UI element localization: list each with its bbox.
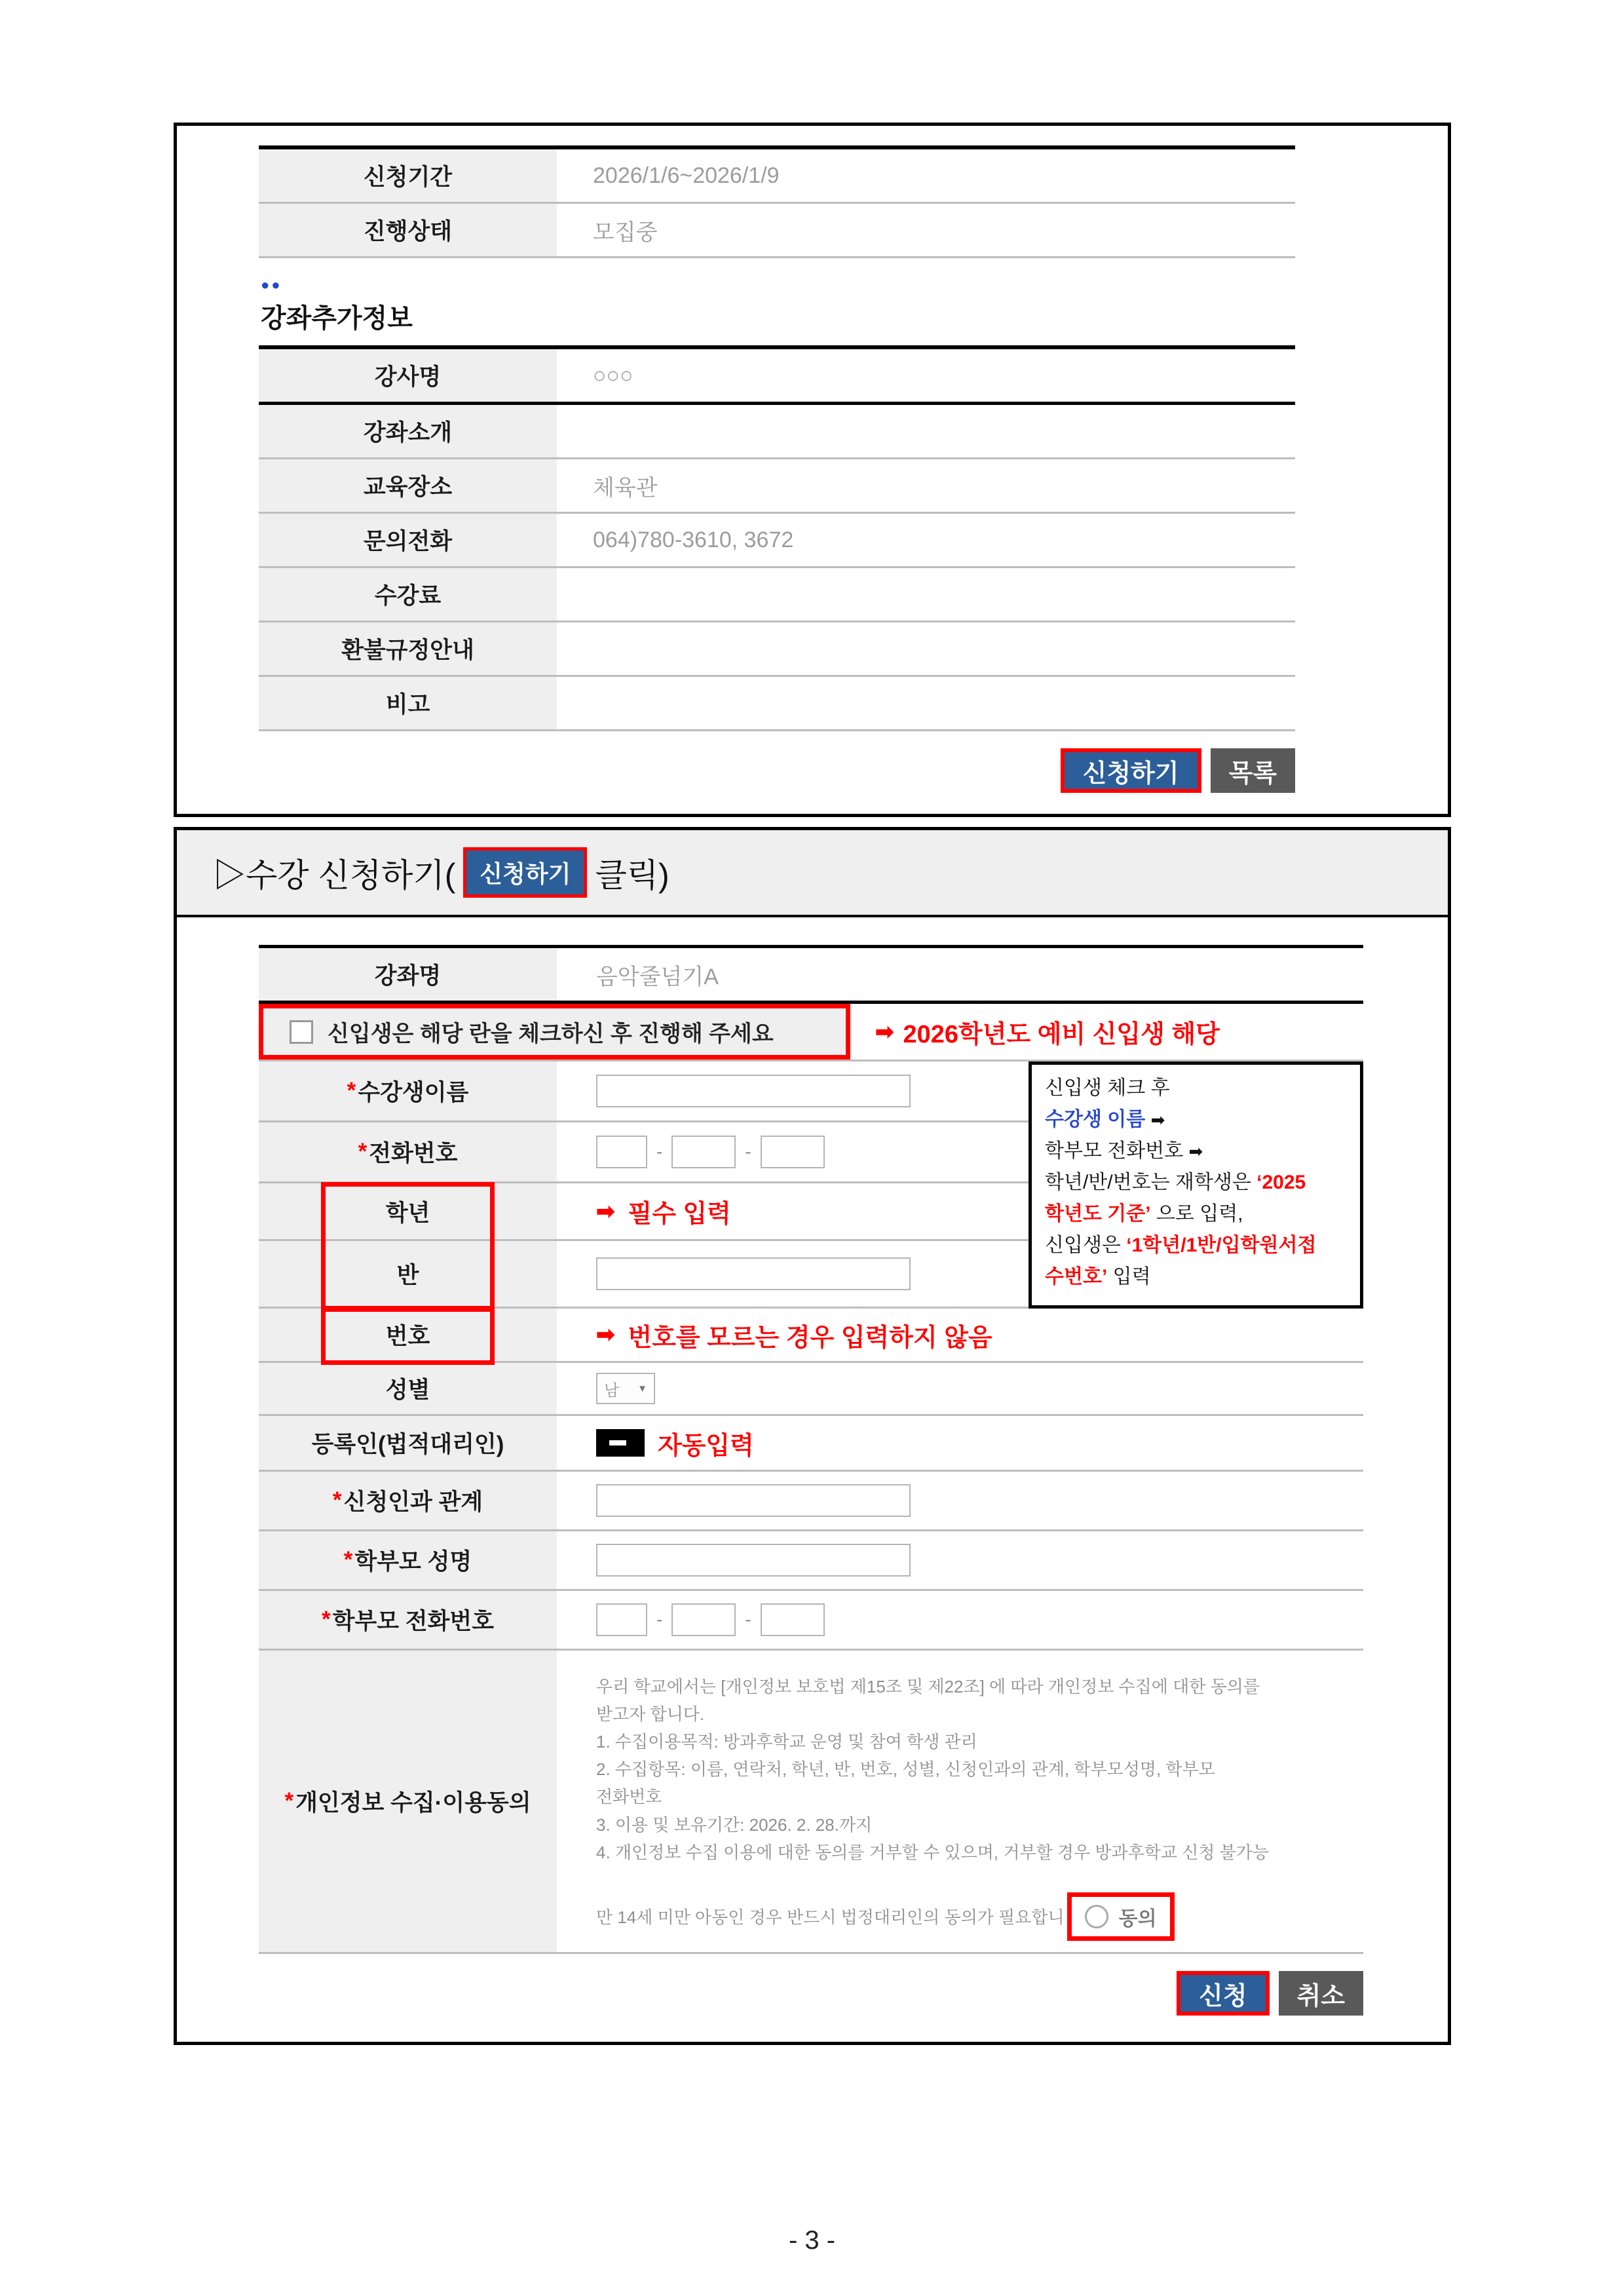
table-row xyxy=(259,459,1295,514)
row-value: 2026/1/6~2026/1/9 xyxy=(557,149,1295,202)
required-mark: * xyxy=(343,1547,353,1573)
row-value: 모집중 xyxy=(557,204,1295,256)
bullet-dots-icon: ●● xyxy=(261,277,282,293)
course-detail-panel xyxy=(174,123,1451,817)
page-number: - 3 - xyxy=(788,2226,836,2255)
privacy-consent-row xyxy=(259,1651,1363,1954)
note-text: 학년/반/번호는 재학생은 xyxy=(1045,1172,1257,1193)
note-text: 학부모 전화번호 xyxy=(1045,1140,1184,1162)
note-text: 신입생은 xyxy=(1045,1234,1127,1256)
privacy-line: 4. 개인정보 수집 이용에 대한 동의를 거부할 수 있으며, 거부할 경우 방과후학교 신청 불가능 xyxy=(596,1842,1269,1862)
consent-radio[interactable] xyxy=(1085,1905,1108,1928)
required-mark: * xyxy=(321,1607,331,1632)
row-label xyxy=(259,1472,557,1529)
phone-label: 전화번호 xyxy=(369,1141,458,1166)
grade-annotation-text: 필수 입력 xyxy=(628,1200,731,1228)
note-blue-text: 수강생 이름 xyxy=(1045,1109,1146,1130)
button-row xyxy=(259,748,1295,793)
privacy-text-block xyxy=(557,1651,1363,1952)
phone-separator: - xyxy=(656,1609,663,1630)
redaction-dash xyxy=(609,1440,626,1445)
class-input[interactable] xyxy=(596,1257,911,1290)
newcomer-checkbox[interactable] xyxy=(290,1020,313,1044)
required-mark: * xyxy=(332,1487,342,1513)
parent-phone-part2-input[interactable] xyxy=(671,1603,736,1636)
phone-separator: - xyxy=(745,1141,751,1162)
consent-line xyxy=(596,1892,1337,1941)
note-line xyxy=(1045,1230,1347,1261)
required-mark: * xyxy=(284,1788,294,1814)
row-value xyxy=(557,568,1295,621)
privacy-line: 2. 수집항목: 이름, 연락처, 학년, 반, 번호, 성별, 신청인과의 관계, 학부모성명, 학부모 xyxy=(596,1759,1215,1780)
relation-row xyxy=(259,1472,1363,1531)
row-label: 수강료 xyxy=(259,568,557,621)
row-value xyxy=(557,677,1295,729)
parent-name-input[interactable] xyxy=(596,1544,911,1577)
course-extra-table xyxy=(259,345,1295,731)
number-label: 번호 xyxy=(259,1309,557,1361)
student-name-input[interactable] xyxy=(596,1075,911,1107)
number-annotation-text: 번호를 모르는 경우 입력하지 않음 xyxy=(628,1324,992,1352)
row-label: 문의전화 xyxy=(259,514,557,566)
row-label: 신청기간 xyxy=(259,149,557,202)
note-line xyxy=(1045,1261,1347,1293)
row-label: 교육장소 xyxy=(259,459,557,512)
newcomer-annotation-text: 2026학년도 예비 신입생 해당 xyxy=(903,1021,1220,1048)
row-value xyxy=(557,405,1295,457)
newcomer-notice-cell xyxy=(259,1004,850,1060)
row-label xyxy=(259,1062,557,1120)
arrow-right-icon: ➡ xyxy=(875,1019,894,1044)
parent-phone-label: 학부모 전화번호 xyxy=(332,1609,495,1634)
parent-phone-row xyxy=(259,1591,1363,1651)
class-label: 반 xyxy=(259,1241,557,1307)
application-form-panel xyxy=(174,827,1451,2045)
student-name-label: 수강생이름 xyxy=(358,1080,469,1105)
note-red-text: ‘1학년/1반/입학원서접 xyxy=(1126,1234,1317,1256)
newcomer-notice-text: 신입생은 해당 란을 체크하신 후 진행해 주세요 xyxy=(328,1022,774,1046)
newcomer-annotation xyxy=(850,1004,1363,1060)
gender-selected-value: 남 xyxy=(604,1381,620,1400)
gender-label: 성별 xyxy=(259,1363,557,1414)
table-row xyxy=(259,568,1295,622)
note-line xyxy=(1045,1167,1347,1198)
privacy-line: 3. 이용 및 보유기간: 2026. 2. 28.까지 xyxy=(596,1814,873,1835)
note-line xyxy=(1045,1104,1347,1136)
cancel-button[interactable]: 취소 xyxy=(1279,1971,1363,2016)
submit-button[interactable]: 신청 xyxy=(1177,1971,1269,2016)
phone-part1-input[interactable] xyxy=(596,1136,647,1168)
registrant-annotation-text: 자동입력 xyxy=(658,1432,754,1460)
relation-label: 신청인과 관계 xyxy=(343,1489,483,1515)
grade-label: 학년 xyxy=(259,1183,557,1239)
row-value xyxy=(557,622,1295,675)
arrow-right-icon: ➡ xyxy=(596,1322,615,1347)
phone-part3-input[interactable] xyxy=(761,1136,825,1168)
table-row xyxy=(259,204,1295,258)
note-line: 신입생 체크 후 xyxy=(1045,1077,1170,1099)
parent-name-row xyxy=(259,1531,1363,1591)
row-label xyxy=(259,1591,557,1649)
form-area xyxy=(177,917,1448,2042)
parent-name-label: 학부모 성명 xyxy=(354,1549,472,1575)
phone-separator: - xyxy=(656,1141,663,1162)
required-mark: * xyxy=(347,1078,356,1103)
table-row xyxy=(259,405,1295,459)
relation-input[interactable] xyxy=(596,1484,911,1517)
apply-button[interactable]: 신청하기 xyxy=(1061,748,1201,793)
registrant-row xyxy=(259,1416,1363,1472)
consent-prefix-text: 만 14세 미만 아동인 경우 반드시 법정대리인의 동의가 필요합니 xyxy=(596,1907,1065,1928)
phone-separator: - xyxy=(745,1609,751,1630)
arrow-right-icon: ➡ xyxy=(596,1198,615,1224)
required-mark: * xyxy=(358,1139,368,1164)
row-label: 비고 xyxy=(259,677,557,729)
privacy-line: 전화번호 xyxy=(596,1787,662,1807)
privacy-line: 1. 수집이용목적: 방과후학교 운영 및 참여 학생 관리 xyxy=(596,1732,977,1752)
apply-button-chip: 신청하기 xyxy=(463,847,587,898)
application-form-table xyxy=(259,945,1363,1954)
gender-select[interactable] xyxy=(596,1373,655,1404)
registrant-name-redacted xyxy=(596,1429,645,1457)
row-value: ○○○ xyxy=(557,349,1295,402)
newcomer-notice-row xyxy=(259,1004,1363,1062)
row-label xyxy=(259,1122,557,1181)
note-text: 으로 입력, xyxy=(1156,1203,1243,1225)
table-row xyxy=(259,514,1295,568)
row-value: 체육관 xyxy=(557,459,1295,512)
note-line xyxy=(1045,1136,1347,1167)
consent-label: 동의 xyxy=(1118,1907,1157,1930)
section-subtitle: 강좌추가정보 xyxy=(261,304,413,333)
arrow-right-icon: ➡ xyxy=(1188,1141,1203,1161)
note-red-text: ‘2025 xyxy=(1256,1172,1306,1193)
section-title-band xyxy=(177,830,1448,917)
row-value: 064)780-3610, 3672 xyxy=(557,514,1295,566)
note-red-text: 학년도 기준’ xyxy=(1045,1203,1151,1225)
section-title-prefix: ▷수강 신청하기( xyxy=(213,856,456,894)
button-row xyxy=(259,1971,1363,2016)
row-label: 환불규정안내 xyxy=(259,622,557,675)
phone-part2-input[interactable] xyxy=(671,1136,736,1168)
annotation-note-box xyxy=(1029,1062,1363,1309)
course-name-value: 음악줄넘기A xyxy=(596,964,719,989)
row-label: 강사명 xyxy=(259,349,557,402)
table-row xyxy=(259,349,1295,405)
row-label: 강좌명 xyxy=(259,948,557,1001)
table-row xyxy=(259,677,1295,731)
note-text: 입력 xyxy=(1112,1266,1151,1288)
row-label xyxy=(259,1531,557,1589)
course-summary-table xyxy=(259,145,1295,258)
privacy-label: 개인정보 수집·이용동의 xyxy=(295,1790,531,1816)
course-name-row xyxy=(259,948,1363,1004)
row-label: 진행상태 xyxy=(259,204,557,256)
registrant-label: 등록인(법적대리인) xyxy=(259,1416,557,1470)
table-row xyxy=(259,622,1295,677)
note-red-text: 수번호’ xyxy=(1045,1266,1108,1288)
note-line xyxy=(1045,1198,1347,1230)
parent-phone-part3-input[interactable] xyxy=(761,1603,825,1636)
row-label xyxy=(259,1651,557,1952)
section-title-suffix: 클릭) xyxy=(595,856,670,894)
list-button[interactable]: 목록 xyxy=(1211,748,1295,793)
arrow-right-icon: ➡ xyxy=(1150,1110,1165,1130)
privacy-line: 받고자 합니다. xyxy=(596,1704,705,1725)
gender-row xyxy=(259,1363,1363,1416)
parent-phone-part1-input[interactable] xyxy=(596,1603,647,1636)
table-row xyxy=(259,149,1295,204)
number-row xyxy=(259,1309,1363,1363)
row-label: 강좌소개 xyxy=(259,405,557,457)
consent-highlight-box xyxy=(1067,1892,1175,1941)
chevron-down-icon: ▼ xyxy=(637,1383,647,1394)
privacy-line: 우리 학교에서는 [개인정보 보호법 제15조 및 제22조] 에 따라 개인정보 수집에 대한 동의를 xyxy=(596,1677,1260,1696)
